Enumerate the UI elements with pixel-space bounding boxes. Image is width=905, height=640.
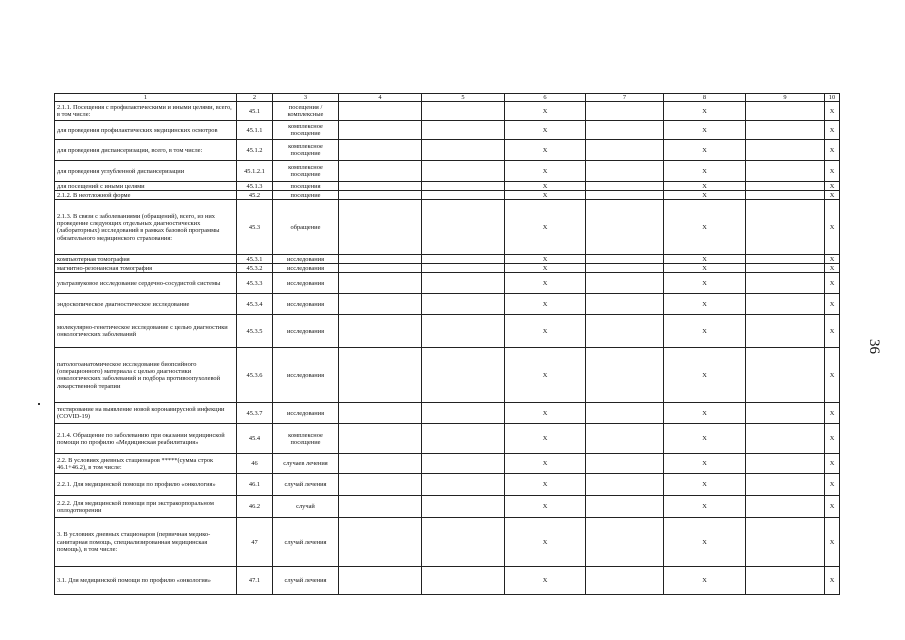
table-cell bbox=[746, 273, 825, 294]
table-cell: комплексное посещение bbox=[273, 161, 339, 182]
table-cell: 45.3.1 bbox=[237, 255, 273, 264]
table-cell: 2.2.2. Для медицинской помощи при экстракорпоральном оплодотворении bbox=[55, 496, 237, 518]
table-cell: X bbox=[664, 518, 746, 567]
table-cell bbox=[586, 161, 664, 182]
table-cell: 45.3.2 bbox=[237, 264, 273, 273]
table-cell: X bbox=[505, 264, 586, 273]
table-cell: X bbox=[664, 496, 746, 518]
table-cell bbox=[422, 264, 505, 273]
table-cell: 45.3.6 bbox=[237, 348, 273, 403]
table-cell: X bbox=[664, 403, 746, 424]
table-cell: X bbox=[505, 496, 586, 518]
table-cell: посещение bbox=[273, 191, 339, 200]
table-row bbox=[55, 182, 840, 191]
table-cell bbox=[586, 474, 664, 496]
column-number: 4 bbox=[339, 94, 422, 102]
table-cell: X bbox=[664, 140, 746, 161]
table-cell: X bbox=[825, 264, 840, 273]
table-cell: 46.2 bbox=[237, 496, 273, 518]
table-cell bbox=[339, 403, 422, 424]
table-cell bbox=[746, 348, 825, 403]
table-cell: комплексное посещение bbox=[273, 424, 339, 454]
table-cell bbox=[339, 518, 422, 567]
table-cell bbox=[586, 403, 664, 424]
table-cell: X bbox=[664, 315, 746, 348]
table-row bbox=[55, 161, 840, 182]
table-cell bbox=[586, 200, 664, 255]
table-cell: X bbox=[664, 200, 746, 255]
table-cell: X bbox=[505, 200, 586, 255]
table-cell: X bbox=[505, 273, 586, 294]
table-cell bbox=[339, 140, 422, 161]
table-cell: случай bbox=[273, 496, 339, 518]
table-cell: исследования bbox=[273, 255, 339, 264]
table-cell: посещения / комплексные bbox=[273, 102, 339, 121]
table-cell: X bbox=[505, 255, 586, 264]
table-cell: исследования bbox=[273, 273, 339, 294]
table-cell: X bbox=[825, 161, 840, 182]
table-cell: X bbox=[664, 264, 746, 273]
table-cell: X bbox=[825, 454, 840, 474]
table-cell: X bbox=[825, 496, 840, 518]
table-cell bbox=[339, 191, 422, 200]
table-cell: исследования bbox=[273, 348, 339, 403]
table-cell bbox=[746, 474, 825, 496]
table-cell: X bbox=[664, 102, 746, 121]
table-cell: для посещений с иными целями bbox=[55, 182, 237, 191]
table-cell: X bbox=[664, 191, 746, 200]
table-cell: X bbox=[505, 315, 586, 348]
table-cell: для проведения профилактических медицинских осмотров bbox=[55, 121, 237, 140]
table-cell: X bbox=[505, 182, 586, 191]
table-cell bbox=[339, 200, 422, 255]
table-cell bbox=[422, 496, 505, 518]
table-cell bbox=[746, 161, 825, 182]
table-cell: X bbox=[825, 518, 840, 567]
table-cell bbox=[586, 140, 664, 161]
table-cell: X bbox=[664, 182, 746, 191]
table-cell: X bbox=[505, 518, 586, 567]
table-cell bbox=[746, 315, 825, 348]
column-number: 1 bbox=[55, 94, 237, 102]
table-cell: 2.1.2. В неотложной форме bbox=[55, 191, 237, 200]
column-number: 8 bbox=[664, 94, 746, 102]
table-cell: X bbox=[505, 191, 586, 200]
table-cell: посещения bbox=[273, 182, 339, 191]
table-cell: X bbox=[664, 273, 746, 294]
table-cell: X bbox=[825, 182, 840, 191]
table-cell: X bbox=[505, 121, 586, 140]
table-cell bbox=[746, 200, 825, 255]
table-cell: 46.1 bbox=[237, 474, 273, 496]
table-cell bbox=[422, 518, 505, 567]
table-cell bbox=[586, 273, 664, 294]
table-cell bbox=[339, 315, 422, 348]
column-number: 7 bbox=[586, 94, 664, 102]
table-cell bbox=[746, 264, 825, 273]
table-cell bbox=[586, 294, 664, 315]
table-cell bbox=[339, 102, 422, 121]
table-cell bbox=[746, 121, 825, 140]
table-cell bbox=[746, 102, 825, 121]
table-cell bbox=[586, 348, 664, 403]
table-cell bbox=[586, 191, 664, 200]
table-cell: исследования bbox=[273, 264, 339, 273]
table-cell bbox=[586, 121, 664, 140]
table-row bbox=[55, 255, 840, 264]
table-cell: X bbox=[664, 474, 746, 496]
table-header-row bbox=[55, 94, 840, 102]
table-cell bbox=[586, 182, 664, 191]
table-cell: X bbox=[825, 294, 840, 315]
table-cell bbox=[422, 200, 505, 255]
table-cell bbox=[422, 567, 505, 595]
table-cell bbox=[339, 567, 422, 595]
table-cell bbox=[339, 348, 422, 403]
table-cell: X bbox=[505, 424, 586, 454]
table-cell: X bbox=[505, 161, 586, 182]
table-cell: X bbox=[505, 474, 586, 496]
table-cell bbox=[586, 424, 664, 454]
table-row bbox=[55, 567, 840, 595]
table-cell: 2.2. В условиях дневных стационаров *****(сумма строк 46.1+46.2), в том числе: bbox=[55, 454, 237, 474]
column-number: 2 bbox=[237, 94, 273, 102]
table-cell bbox=[422, 140, 505, 161]
table-cell bbox=[746, 496, 825, 518]
table-cell: X bbox=[505, 567, 586, 595]
column-number: 5 bbox=[422, 94, 505, 102]
table-cell: 45.3 bbox=[237, 200, 273, 255]
table-cell: X bbox=[505, 294, 586, 315]
table-cell: X bbox=[825, 200, 840, 255]
column-number: 9 bbox=[746, 94, 825, 102]
table-cell bbox=[422, 161, 505, 182]
table-cell: 45.4 bbox=[237, 424, 273, 454]
table-cell: молекулярно-генетическое исследование с целью диагностики онкологических заболеваний bbox=[55, 315, 237, 348]
table-cell bbox=[422, 454, 505, 474]
table-row bbox=[55, 424, 840, 454]
table-cell: X bbox=[664, 348, 746, 403]
table-cell: X bbox=[825, 403, 840, 424]
table-cell: 3.1. Для медицинской помощи по профилю «онкология» bbox=[55, 567, 237, 595]
table-cell: тестирование на выявление новой коронавирусной инфекции (COVID-19) bbox=[55, 403, 237, 424]
table-cell: X bbox=[825, 424, 840, 454]
table-cell: 45.3.4 bbox=[237, 294, 273, 315]
table-cell bbox=[422, 474, 505, 496]
table-cell: 45.3.7 bbox=[237, 403, 273, 424]
table-cell bbox=[746, 454, 825, 474]
table-cell bbox=[422, 315, 505, 348]
scan-speck bbox=[38, 403, 40, 405]
table-cell: 45.3.5 bbox=[237, 315, 273, 348]
table-cell bbox=[586, 496, 664, 518]
table-cell bbox=[746, 182, 825, 191]
table-row bbox=[55, 102, 840, 121]
table-cell: X bbox=[505, 454, 586, 474]
table-cell: X bbox=[664, 161, 746, 182]
page-number: 36 bbox=[866, 339, 882, 354]
table-cell: обращение bbox=[273, 200, 339, 255]
table-cell: 46 bbox=[237, 454, 273, 474]
table-cell bbox=[586, 255, 664, 264]
table-cell: 45.2 bbox=[237, 191, 273, 200]
table-cell bbox=[422, 424, 505, 454]
table-cell bbox=[422, 182, 505, 191]
table-cell: X bbox=[825, 121, 840, 140]
table-cell bbox=[586, 264, 664, 273]
table-cell: 47.1 bbox=[237, 567, 273, 595]
table-cell bbox=[339, 182, 422, 191]
table-cell: X bbox=[664, 121, 746, 140]
table-cell bbox=[746, 518, 825, 567]
table-cell bbox=[746, 567, 825, 595]
table-cell bbox=[339, 161, 422, 182]
table-row bbox=[55, 518, 840, 567]
table-row bbox=[55, 191, 840, 200]
table-cell: X bbox=[664, 454, 746, 474]
table-cell: X bbox=[505, 403, 586, 424]
table-cell: X bbox=[825, 102, 840, 121]
table-cell: X bbox=[825, 348, 840, 403]
table-cell: 45.3.3 bbox=[237, 273, 273, 294]
table-cell: для проведения диспансеризации, всего, в том числе: bbox=[55, 140, 237, 161]
table-cell bbox=[422, 403, 505, 424]
table-cell: патологоанатомическое исследование биопсийного (операционного) материала с целью диагностики онкологических заболеваний и подбора противоопухолевой лекарственной терапии bbox=[55, 348, 237, 403]
table-cell: X bbox=[825, 567, 840, 595]
table-cell bbox=[746, 403, 825, 424]
report-table bbox=[54, 93, 840, 595]
table-cell: ультразвуковое исследование сердечно-сосудистой системы bbox=[55, 273, 237, 294]
table-cell: X bbox=[825, 191, 840, 200]
table-row bbox=[55, 200, 840, 255]
table-cell bbox=[422, 294, 505, 315]
table-cell: комплексное посещение bbox=[273, 121, 339, 140]
table-cell: комплексное посещение bbox=[273, 140, 339, 161]
table-cell bbox=[422, 121, 505, 140]
table-cell bbox=[746, 140, 825, 161]
table-row bbox=[55, 140, 840, 161]
table-cell bbox=[422, 348, 505, 403]
table-cell: компьютерная томография bbox=[55, 255, 237, 264]
table-cell: 2.2.1. Для медицинской помощи по профилю «онкология» bbox=[55, 474, 237, 496]
table-cell: X bbox=[825, 474, 840, 496]
table-cell: X bbox=[664, 294, 746, 315]
table-cell: X bbox=[505, 348, 586, 403]
table-row bbox=[55, 121, 840, 140]
table-cell: X bbox=[825, 273, 840, 294]
table-cell: X bbox=[664, 255, 746, 264]
table-cell bbox=[746, 255, 825, 264]
table-cell bbox=[422, 102, 505, 121]
table-cell bbox=[746, 294, 825, 315]
table-row bbox=[55, 294, 840, 315]
table-cell: исследования bbox=[273, 294, 339, 315]
table-row bbox=[55, 264, 840, 273]
table-cell bbox=[586, 567, 664, 595]
table-cell bbox=[586, 454, 664, 474]
table-cell: исследования bbox=[273, 315, 339, 348]
table-cell: случай лечения bbox=[273, 474, 339, 496]
table-cell bbox=[422, 255, 505, 264]
table-cell: X bbox=[664, 424, 746, 454]
table-cell: X bbox=[664, 567, 746, 595]
column-number: 6 bbox=[505, 94, 586, 102]
table-cell bbox=[586, 315, 664, 348]
table-cell: магнитно-резонансная томография bbox=[55, 264, 237, 273]
table-cell: X bbox=[825, 315, 840, 348]
table-cell bbox=[339, 273, 422, 294]
table-cell: случаев лечения bbox=[273, 454, 339, 474]
table-cell bbox=[339, 255, 422, 264]
table-cell: 2.1.4. Обращение по заболеванию при оказании медицинской помощи по профилю «Медицинская реабилитация» bbox=[55, 424, 237, 454]
table-cell: 2.1.3. В связи с заболеваниями (обращений), всего, из них проведение следующих отдельных диагностических (лабораторных) исследований в рамках базовой программы обязательного медицинского страхования: bbox=[55, 200, 237, 255]
table-cell: X bbox=[825, 140, 840, 161]
table-cell: случай лечения bbox=[273, 518, 339, 567]
table-cell bbox=[422, 273, 505, 294]
table-cell: X bbox=[825, 255, 840, 264]
table-cell: 45.1.2 bbox=[237, 140, 273, 161]
table-row bbox=[55, 348, 840, 403]
table-cell: случай лечения bbox=[273, 567, 339, 595]
table-cell bbox=[339, 474, 422, 496]
table-row bbox=[55, 403, 840, 424]
table-cell bbox=[339, 294, 422, 315]
table-cell bbox=[746, 191, 825, 200]
table-cell: X bbox=[505, 140, 586, 161]
table-cell: 2.1.1. Посещения с профилактическими и иными целями, всего, в том числе: bbox=[55, 102, 237, 121]
table-cell bbox=[422, 191, 505, 200]
table-cell: для проведения углубленной диспансеризации bbox=[55, 161, 237, 182]
table-cell bbox=[586, 102, 664, 121]
table-cell bbox=[339, 496, 422, 518]
table-cell: X bbox=[505, 102, 586, 121]
table-row bbox=[55, 474, 840, 496]
table-cell bbox=[339, 264, 422, 273]
table-cell bbox=[339, 424, 422, 454]
table-row bbox=[55, 315, 840, 348]
table-cell: 45.1.1 bbox=[237, 121, 273, 140]
table-cell: 45.1.3 bbox=[237, 182, 273, 191]
table-cell: эндоскопическое диагностическое исследование bbox=[55, 294, 237, 315]
table-row bbox=[55, 273, 840, 294]
table-cell: 45.1.2.1 bbox=[237, 161, 273, 182]
table-row bbox=[55, 496, 840, 518]
column-number: 10 bbox=[825, 94, 840, 102]
table-cell bbox=[746, 424, 825, 454]
table-cell bbox=[339, 121, 422, 140]
table-cell: 47 bbox=[237, 518, 273, 567]
table-cell bbox=[586, 518, 664, 567]
table-cell: 45.1 bbox=[237, 102, 273, 121]
table-row bbox=[55, 454, 840, 474]
column-number: 3 bbox=[273, 94, 339, 102]
table-cell bbox=[339, 454, 422, 474]
table-cell: 3. В условиях дневных стационаров (первичная медико-санитарная помощь, специализированная медицинская помощь), в том числе: bbox=[55, 518, 237, 567]
table-cell: исследования bbox=[273, 403, 339, 424]
